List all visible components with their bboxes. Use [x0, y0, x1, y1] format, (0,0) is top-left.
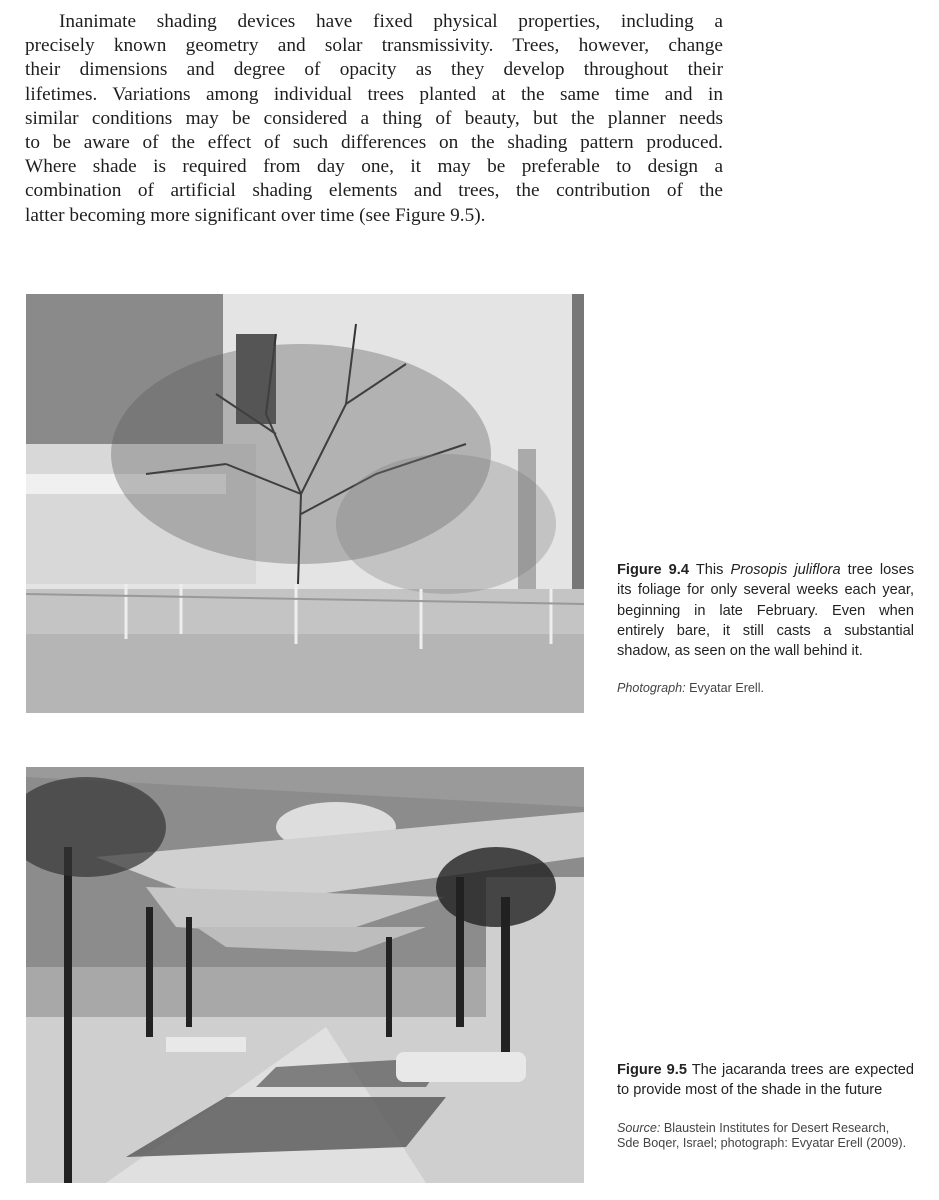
photo-source [617, 1121, 914, 1151]
caption-segment: This [688, 562, 731, 578]
paragraph-line: to be aware of the effect of such differences on the shading pattern produced. [25, 132, 723, 154]
figure-9-4-photo [26, 294, 584, 713]
credit-label: Source: [617, 1120, 661, 1135]
caption-text [617, 1060, 914, 1101]
body-paragraph [25, 10, 723, 228]
credit-label: Photograph: [617, 681, 686, 696]
paragraph-line: precisely known geometry and solar transmissivity. Trees, however, change [25, 35, 723, 57]
figure-9-5-photo [26, 767, 584, 1183]
paragraph-line: combination of artificial shading elements and trees, the contribution of the [25, 180, 723, 202]
paragraph-line: Where shade is required from day one, it may be preferable to design a [25, 156, 723, 178]
caption-text [617, 560, 914, 661]
figure-label: Figure 9.5 [617, 1062, 687, 1078]
paragraph-line: lifetimes. Variations among individual trees planted at the same time and in [25, 83, 723, 105]
paragraph-line: similar conditions may be considered a thing of beauty, but the planner needs [25, 107, 723, 129]
paragraph-line: Inanimate shading devices have fixed physical properties, including a [59, 11, 723, 32]
caption-segment: tree loses its foliage for only several weeks each year, beginning in late February. Even when entirely bare, it still casts a substantial shadow, as seen on the wall behind it. [617, 562, 914, 660]
species-name: Prosopis juliflora [730, 562, 841, 578]
caption-segment: The jacaranda trees are expected to provide most of the shade in the future [617, 1062, 914, 1099]
paragraph-line: latter becoming more significant over time (see Figure 9.5). [25, 204, 486, 226]
figure-9-5-caption [617, 1060, 914, 1151]
figure-9-4-caption [617, 560, 914, 696]
credit-text: Blaustein Institutes for Desert Research, Sde Boqer, Israel; photograph: Evyatar Erell (2009). [617, 1120, 907, 1150]
credit-text: Evyatar Erell. [685, 681, 765, 696]
paragraph-line: their dimensions and degree of opacity as they develop throughout their [25, 59, 723, 81]
photo-credit [617, 681, 914, 696]
figure-label: Figure 9.4 [617, 562, 689, 578]
